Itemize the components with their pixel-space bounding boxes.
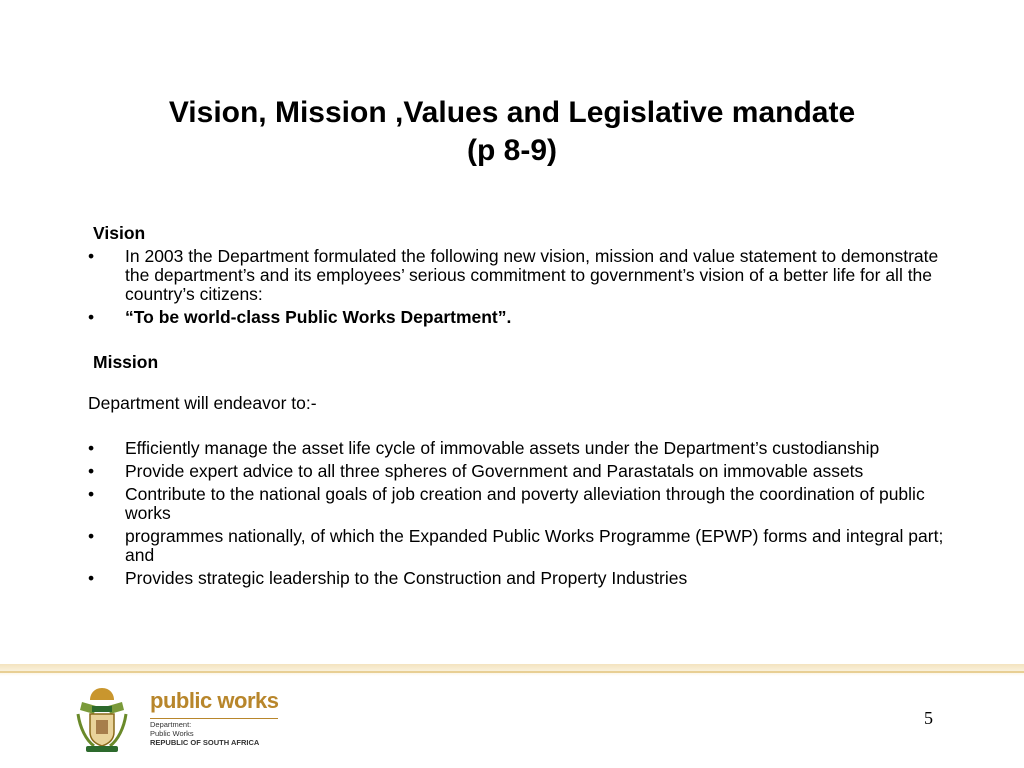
logo-line2: Public Works: [150, 729, 194, 738]
mission-bullet-text: Efficiently manage the asset life cycle of immovable assets under the Department’s custodianship: [125, 438, 880, 458]
logo-rule: [150, 718, 278, 719]
vision-bullet-text: In 2003 the Department formulated the following new vision, mission and value statement to demonstrate the department’s and its employees’ serious commitment to government’s vision of a better life for all the country’s citizens:: [125, 246, 939, 304]
footer-band: [0, 664, 1024, 676]
mission-bullet: [88, 439, 948, 458]
logo-name: public works: [150, 688, 279, 713]
bullet-icon: •: [88, 307, 95, 327]
footer-divider: [0, 671, 1024, 673]
logo-line1: Department:: [150, 720, 192, 729]
mission-heading: Mission: [93, 352, 159, 372]
mission-bullet: [88, 485, 948, 523]
vision-statement: “To be world-class Public Works Department”.: [125, 307, 512, 327]
bullet-icon: •: [88, 461, 95, 481]
mission-bullet-text: Contribute to the national goals of job creation and poverty alleviation through the coordination of public works: [125, 484, 925, 523]
vision-statement-bullet: [88, 308, 948, 327]
bullet-icon: •: [88, 526, 95, 546]
bullet-icon: •: [88, 438, 95, 458]
mission-bullet-text: Provides strategic leadership to the Construction and Property Industries: [125, 568, 688, 588]
bullet-icon: •: [88, 484, 95, 504]
mission-bullet-text: Provide expert advice to all three spheres of Government and Parastatals on immovable assets: [125, 461, 864, 481]
logo-subtitle: [150, 720, 259, 747]
vision-heading: Vision: [93, 223, 146, 243]
logo-line3: REPUBLIC OF SOUTH AFRICA: [150, 738, 260, 747]
mission-bullet: [88, 569, 948, 588]
bullet-icon: •: [88, 246, 95, 266]
vision-bullet: [88, 247, 948, 304]
public-works-logo: [72, 684, 292, 756]
slide-title: [0, 94, 1024, 170]
page-number: 5: [924, 708, 933, 728]
mission-bullet: [88, 527, 948, 565]
slide-title-line1: Vision, Mission ,Values and Legislative mandate: [168, 96, 856, 129]
bullet-icon: •: [88, 568, 95, 588]
slide-title-line2: (p 8-9): [467, 134, 557, 167]
coat-of-arms-icon: [72, 684, 132, 756]
mission-bullet-text: programmes nationally, of which the Expanded Public Works Programme (EPWP) forms and integral part; and: [125, 526, 944, 565]
mission-bullet: [88, 462, 948, 481]
mission-intro: Department will endeavor to:-: [88, 393, 317, 413]
slide-body: [88, 224, 948, 588]
